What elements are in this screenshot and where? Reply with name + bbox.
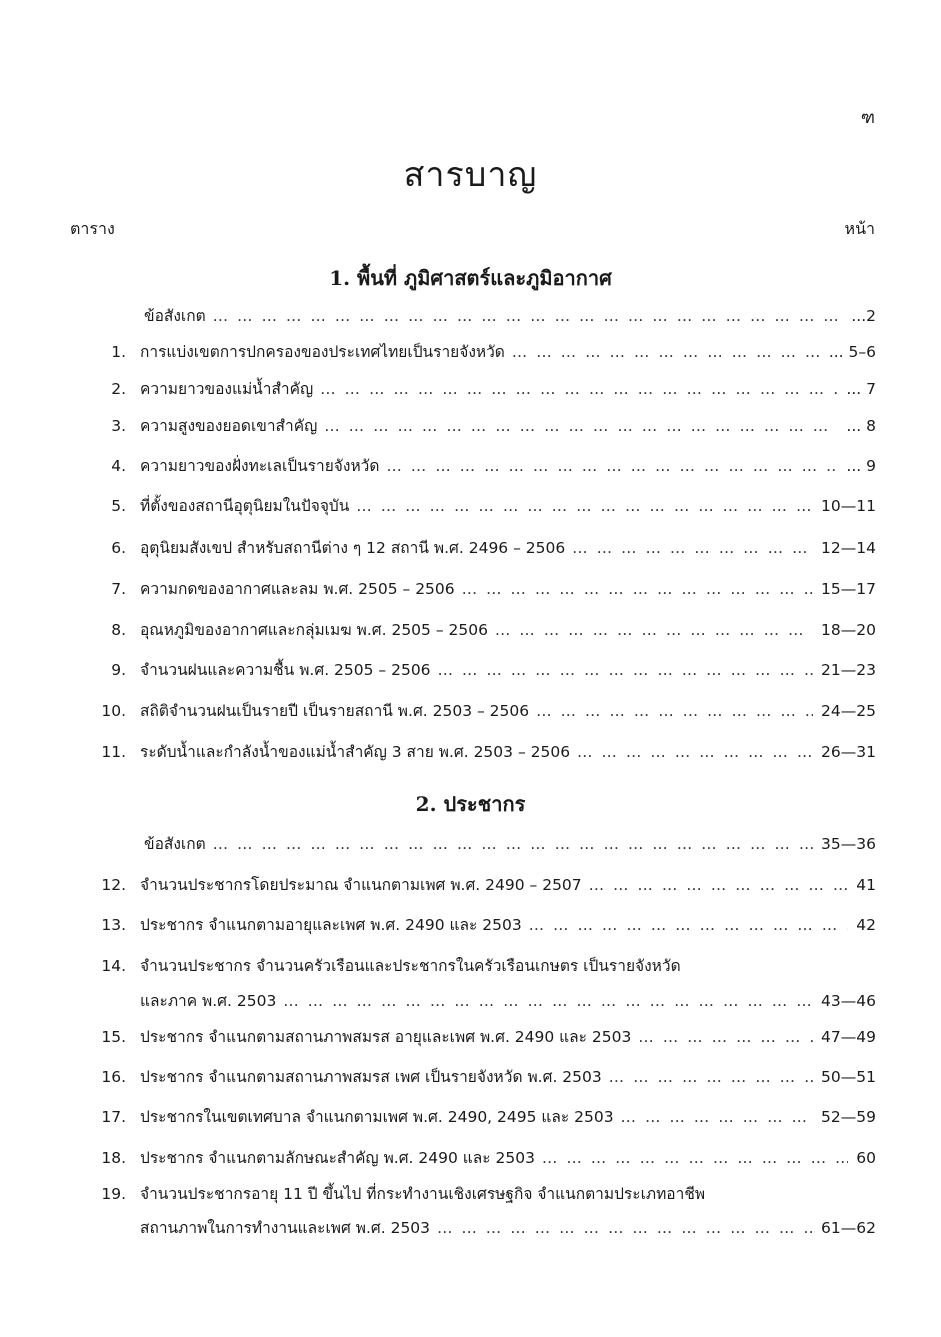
entry-number: 5. <box>111 497 126 515</box>
entry-title: ความยาวของฝั่งทะเลเป็นรายจังหวัด … … … … … … … … … … … … … … … … … … … … … … … … … … … … … … … … … … … … … … … … … … … … … … … … <box>140 454 876 478</box>
entry-number: 3. <box>111 417 126 435</box>
toc-entry-12[interactable] <box>100 873 876 897</box>
entry-title: อุตุนิยมสังเขป สำหรับสถานีต่าง ๆ 12 สถานี พ.ศ. 2496 – 2506 … … … … … … … … … … … … … … … … … … … … … … … … … … … … … … … … … … … … … … … … … … … … … … … … <box>140 536 876 560</box>
entry-number: 19. <box>101 1185 126 1203</box>
entry-number: 18. <box>101 1149 126 1167</box>
entry-number: 8. <box>111 621 126 639</box>
toc-entry-16[interactable] <box>100 1065 876 1089</box>
entry-page: 61—62 <box>813 1216 876 1240</box>
entry-page: ...2 <box>843 304 876 328</box>
entry-page: 21—23 <box>813 658 876 682</box>
column-header-table: ตาราง <box>70 219 115 238</box>
page-title: สารบาญ <box>403 155 538 195</box>
toc-entry-10[interactable] <box>100 699 876 723</box>
entry-title: ประชากร จำแนกตามสถานภาพสมรส เพศ เป็นรายจังหวัด พ.ศ. 2503 … … … … … … … … … … … … … … … … … … … … … … … … … … … … … … … … … … … … … … … … … … … … … … … … <box>140 1065 876 1089</box>
entry-page: 42 <box>848 913 876 937</box>
entry-number: 4. <box>111 457 126 475</box>
entry-page: 12—14 <box>813 536 876 560</box>
entry-page: ... 8 <box>838 414 876 438</box>
entry-page: 15—17 <box>813 577 876 601</box>
entry-number: 1. <box>111 343 126 361</box>
entry-title: อุณหภูมิของอากาศและกลุ่มเมฆ พ.ศ. 2505 – 2506 … … … … … … … … … … … … … … … … … … … … … … … … … … … … … … … … … … … … … … … … … … … … … … … … <box>140 618 876 642</box>
entry-page: 35—36 <box>813 832 876 856</box>
entry-number: 11. <box>101 743 126 761</box>
entry-number: 7. <box>111 580 126 598</box>
entry-page: 52—59 <box>813 1105 876 1129</box>
section-heading-2: 2. ประชากร <box>415 792 526 816</box>
page-number: ฑ <box>860 108 875 128</box>
entry-number: 12. <box>101 876 126 894</box>
entry-title: ความยาวของแม่น้ำสำคัญ … … … … … … … … … … … … … … … … … … … … … … … … … … … … … … … … … … … … … … … … … … … … … … … … <box>140 377 876 401</box>
toc-entry-8[interactable] <box>100 618 876 642</box>
toc-entry-14[interactable] <box>100 954 876 978</box>
toc-entry-19[interactable] <box>100 1182 876 1206</box>
toc-entry-2[interactable] <box>100 377 876 401</box>
entry-title: ความสูงของยอดเขาสำคัญ … … … … … … … … … … … … … … … … … … … … … … … … … … … … … … … … … … … … … … … … … … … … … … … … <box>140 414 876 438</box>
entry-page: 50—51 <box>813 1065 876 1089</box>
entry-title: การแบ่งเขตการปกครองของประเทศไทยเป็นรายจังหวัด … … … … … … … … … … … … … … … … … … … … … … … … … … … … … … … … … … … … … … … … … … … … … … … … <box>140 340 876 364</box>
toc-entry-6[interactable] <box>100 536 876 560</box>
section-heading-1: 1. พื้นที่ ภูมิศาสตร์และภูมิอากาศ <box>329 266 612 290</box>
entry-title: ข้อสังเกต … … … … … … … … … … … … … … … … … … … … … … … … … … … … … … … … … … … … … … … … … … … … … … … … <box>144 304 876 328</box>
toc-entry-notes-2[interactable] <box>100 832 876 856</box>
entry-title: ที่ตั้งของสถานีอุตุนิยมในปัจจุบัน … … … … … … … … … … … … … … … … … … … … … … … … … … … … … … … … … … … … … … … … … … … … … … … … <box>140 494 876 518</box>
entry-number: 6. <box>111 539 126 557</box>
entry-number: 10. <box>101 702 126 720</box>
toc-entry-17[interactable] <box>100 1105 876 1129</box>
entry-title: จำนวนประชากรอายุ 11 ปี ขึ้นไป ที่กระทำงานเชิงเศรษฐกิจ จำแนกตามประเภทอาชีพ <box>140 1185 706 1203</box>
entry-title: สถิติจำนวนฝนเป็นรายปี เป็นรายสถานี พ.ศ. 2503 – 2506 … … … … … … … … … … … … … … … … … … … … … … … … … … … … … … … … … … … … … … … … … … … … … … … … <box>140 699 876 723</box>
entry-title: จำนวนประชากร จำนวนครัวเรือนและประชากรในครัวเรือนเกษตร เป็นรายจังหวัด <box>140 957 681 975</box>
toc-entry-18[interactable] <box>100 1146 876 1170</box>
toc-entry-7[interactable] <box>100 577 876 601</box>
toc-entry-15[interactable] <box>100 1025 876 1049</box>
column-header-page: หน้า <box>844 219 875 238</box>
entry-title: จำนวนฝนและความชื้น พ.ศ. 2505 – 2506 … … … … … … … … … … … … … … … … … … … … … … … … … … … … … … … … … … … … … … … … … … … … … … … … <box>140 658 876 682</box>
entry-page: 47—49 <box>813 1025 876 1049</box>
entry-page: ... 7 <box>838 377 876 401</box>
entry-number: 2. <box>111 380 126 398</box>
entry-number: 15. <box>101 1028 126 1046</box>
toc-entry-notes-1[interactable] <box>100 304 876 328</box>
entry-number: 9. <box>111 661 126 679</box>
entry-page: 60 <box>848 1146 876 1170</box>
entry-title: ระดับน้ำและกำลังน้ำของแม่น้ำสำคัญ 3 สาย พ.ศ. 2503 – 2506 … … … … … … … … … … … … … … … … … … … … … … … … … … … … … … … … … … … … … … … … … … … … … … … … <box>140 740 876 764</box>
entry-page: 18—20 <box>813 618 876 642</box>
entry-title-continued: และภาค พ.ศ. 2503 … … … … … … … … … … … … … … … … … … … … … … … … … … … … … … … … … … … … … … … … … … … … … … … … <box>140 989 876 1013</box>
entry-title: ข้อสังเกต … … … … … … … … … … … … … … … … … … … … … … … … … … … … … … … … … … … … … … … … … … … … … … … … <box>144 832 876 856</box>
entry-title: ประชากรในเขตเทศบาล จำแนกตามเพศ พ.ศ. 2490, 2495 และ 2503 … … … … … … … … … … … … … … … … … … … … … … … … … … … … … … … … … … … … … … … … … … … … … … … … <box>140 1105 876 1129</box>
toc-entry-3[interactable] <box>100 414 876 438</box>
entry-page: 10—11 <box>813 494 876 518</box>
entry-title: ประชากร จำแนกตามอายุและเพศ พ.ศ. 2490 และ 2503 … … … … … … … … … … … … … … … … … … … … … … … … … … … … … … … … … … … … … … … … … … … … … … … … <box>140 913 876 937</box>
entry-title: ประชากร จำแนกตามลักษณะสำคัญ พ.ศ. 2490 และ 2503 … … … … … … … … … … … … … … … … … … … … … … … … … … … … … … … … … … … … … … … … … … … … … … … … <box>140 1146 876 1170</box>
toc-entry-11[interactable] <box>100 740 876 764</box>
entry-number: 17. <box>101 1108 126 1126</box>
entry-page: 24—25 <box>813 699 876 723</box>
toc-entry-4[interactable] <box>100 454 876 478</box>
toc-entry-5[interactable] <box>100 494 876 518</box>
entry-page: 41 <box>848 873 876 897</box>
entry-title: จำนวนประชากรโดยประมาณ จำแนกตามเพศ พ.ศ. 2490 – 2507 … … … … … … … … … … … … … … … … … … … … … … … … … … … … … … … … … … … … … … … … … … … … … … … … <box>140 873 876 897</box>
entry-number: 14. <box>101 957 126 975</box>
entry-page: 43—46 <box>813 989 876 1013</box>
entry-title: ประชากร จำแนกตามสถานภาพสมรส อายุและเพศ พ.ศ. 2490 และ 2503 … … … … … … … … … … … … … … … … … … … … … … … … … … … … … … … … … … … … … … … … … … … … … … … … <box>140 1025 876 1049</box>
entry-title: ความกดของอากาศและลม พ.ศ. 2505 – 2506 … … … … … … … … … … … … … … … … … … … … … … … … … … … … … … … … … … … … … … … … … … … … … … … … <box>140 577 876 601</box>
toc-entry-19-cont[interactable] <box>100 1216 876 1240</box>
toc-entry-14-cont[interactable] <box>100 989 876 1013</box>
entry-number: 13. <box>101 916 126 934</box>
entry-page: 26—31 <box>813 740 876 764</box>
entry-number: 16. <box>101 1068 126 1086</box>
entry-page: ... 9 <box>838 454 876 478</box>
entry-title-continued: สถานภาพในการทำงานและเพศ พ.ศ. 2503 … … … … … … … … … … … … … … … … … … … … … … … … … … … … … … … … … … … … … … … … … … … … … … … … <box>140 1216 876 1240</box>
toc-entry-9[interactable] <box>100 658 876 682</box>
toc-entry-13[interactable] <box>100 913 876 937</box>
entry-page: ... 5–6 <box>821 340 876 364</box>
toc-entry-1[interactable] <box>100 340 876 364</box>
